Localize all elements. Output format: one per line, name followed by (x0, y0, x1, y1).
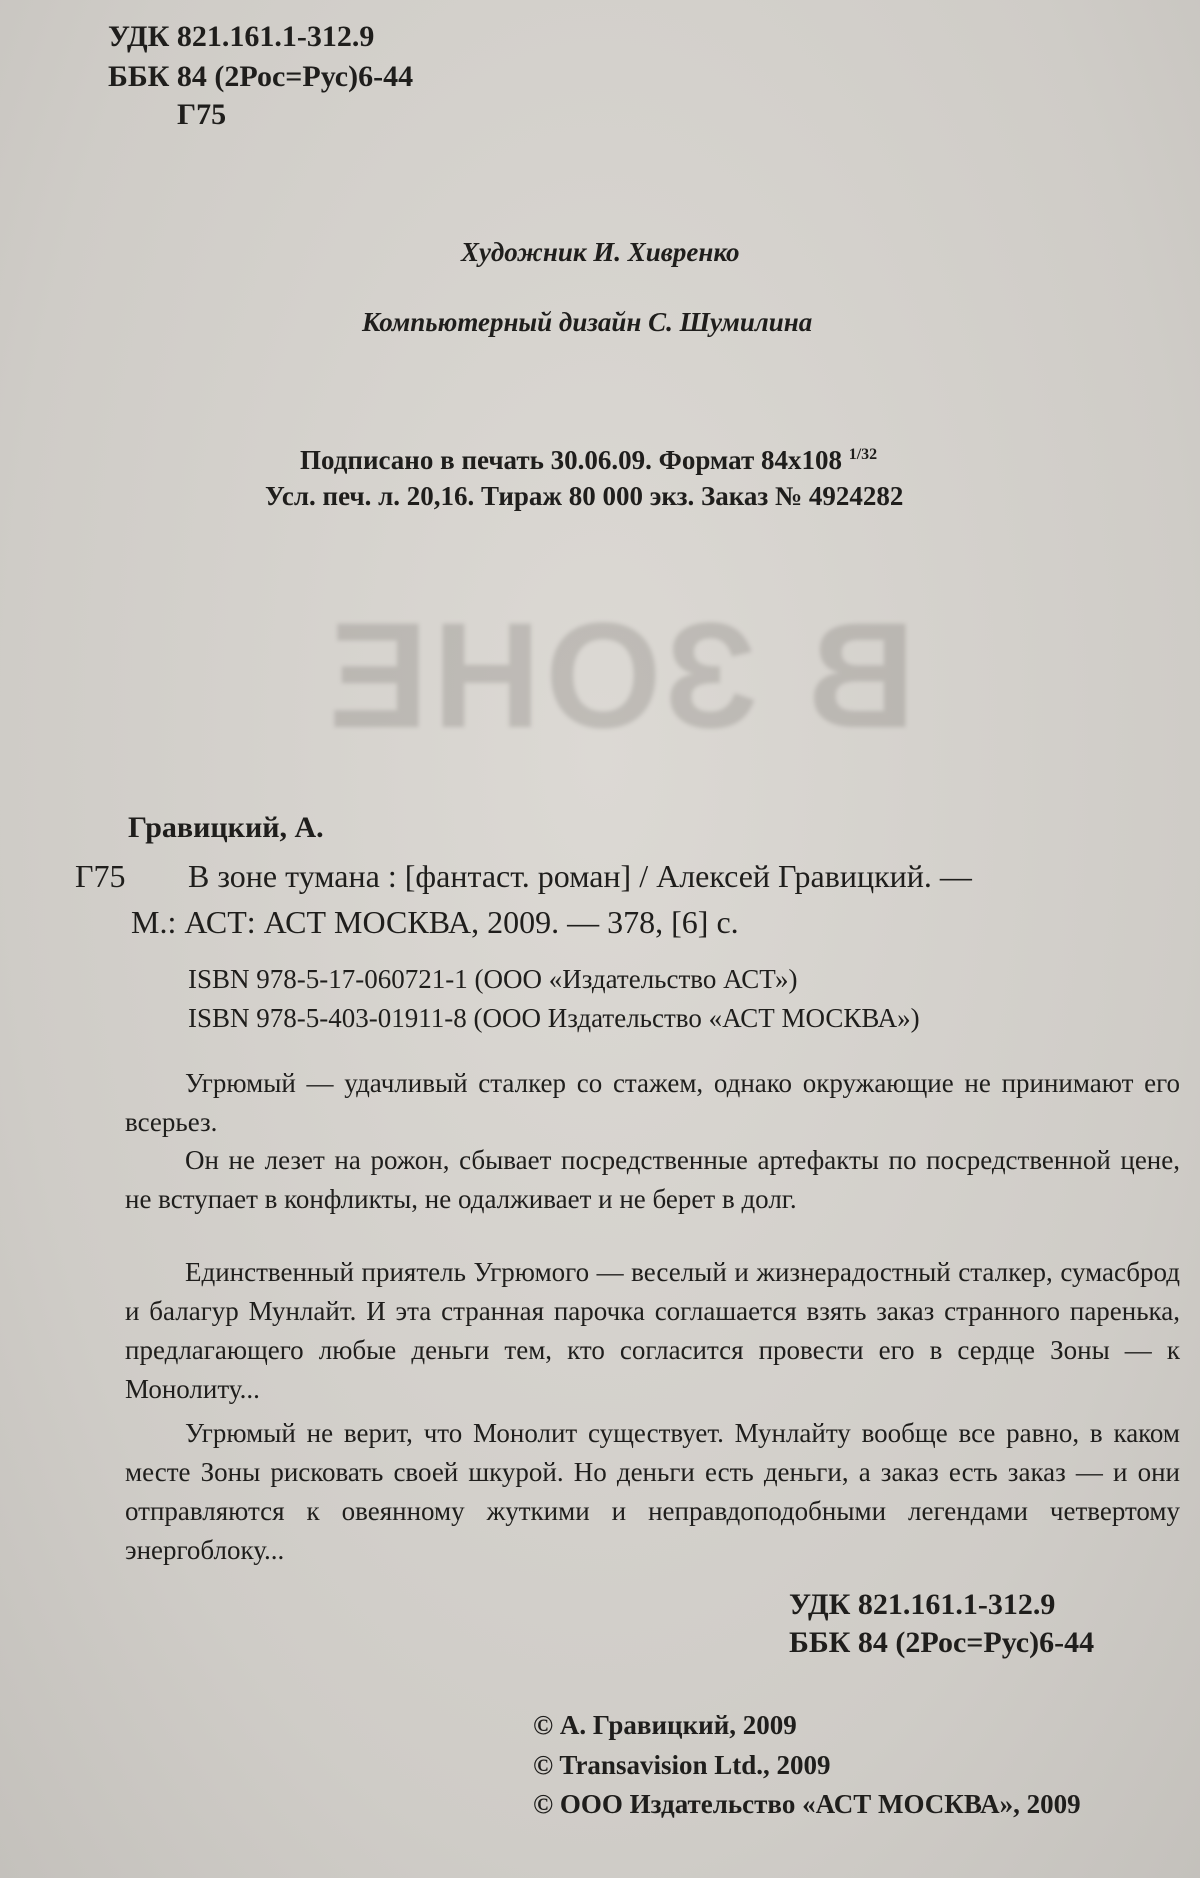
artist-credit: Художник И. Хивренко (461, 237, 740, 267)
footer-bbk-code: ББК 84 (2Рос=Рус)6-44 (789, 1626, 1095, 1659)
bib-code: Г75 (75, 858, 126, 894)
annotation-paragraph-4: Угрюмый не верит, что Монолит существует. Мунлайту вообще все равно, в каком месте Зоны рисковать своей шкурой. Но деньги есть деньги, а заказ есть заказ — и они отправляются к овеянному жуткими и неправдоподобными легендами четвертому энергоблоку... (125, 1418, 1180, 1565)
isbn-1: ISBN 978-5-17-060721-1 (ООО «Издательство АСТ») (188, 964, 798, 994)
print-info-line1 (300, 445, 877, 476)
designer-credit: Компьютерный дизайн С. Шумилина (362, 307, 813, 337)
bleed-through-print: В ЗОНЕ (324, 591, 916, 759)
bbk-code: ББК 84 (2Рос=Рус)6-44 (108, 60, 414, 93)
copyright-author: © А. Гравицкий, 2009 (533, 1710, 797, 1740)
udk-code: УДК 821.161.1-312.9 (108, 20, 375, 53)
annotation-paragraph-1: Угрюмый — удачливый сталкер со стажем, однако окружающие не принимают его всерьез. (125, 1068, 1180, 1137)
print-info-line2: Усл. печ. л. 20,16. Тираж 80 000 экз. Заказ № 4924282 (265, 481, 904, 511)
annotation-paragraph-3: Единственный приятель Угрюмого — веселый и жизнерадостный сталкер, сумасброд и балагур Мунлайт. И эта странная парочка соглашается взять заказ странного паренька, предлагающего любые деньги тем, кто согласится провести его в сердце Зоны — к Монолиту... (125, 1257, 1180, 1404)
footer-udk-code: УДК 821.161.1-312.9 (789, 1588, 1056, 1621)
isbn-2: ISBN 978-5-403-01911-8 (ООО Издательство «АСТ МОСКВА») (188, 1003, 920, 1033)
bib-title-line: В зоне тумана : [фантаст. роман] / Алексей Гравицкий. — (188, 858, 972, 894)
print-info-text: Подписано в печать 30.06.09. Формат 84x108 (300, 445, 842, 475)
copyright-transavision: © Transavision Ltd., 2009 (533, 1750, 831, 1780)
format-fraction: 1/32 (848, 446, 878, 463)
annotation-paragraph-2: Он не лезет на рожон, сбывает посредственные артефакты по посредственной цене, не вступает в конфликты, не одалживает и не берет в долг. (125, 1145, 1180, 1214)
bib-publication-line: М.: АСТ: АСТ МОСКВА, 2009. — 378, [6] с. (131, 904, 739, 940)
author-name: Гравицкий, А. (128, 811, 324, 844)
catalog-code: Г75 (177, 98, 227, 131)
copyright-publisher: © ООО Издательство «АСТ МОСКВА», 2009 (533, 1789, 1081, 1819)
